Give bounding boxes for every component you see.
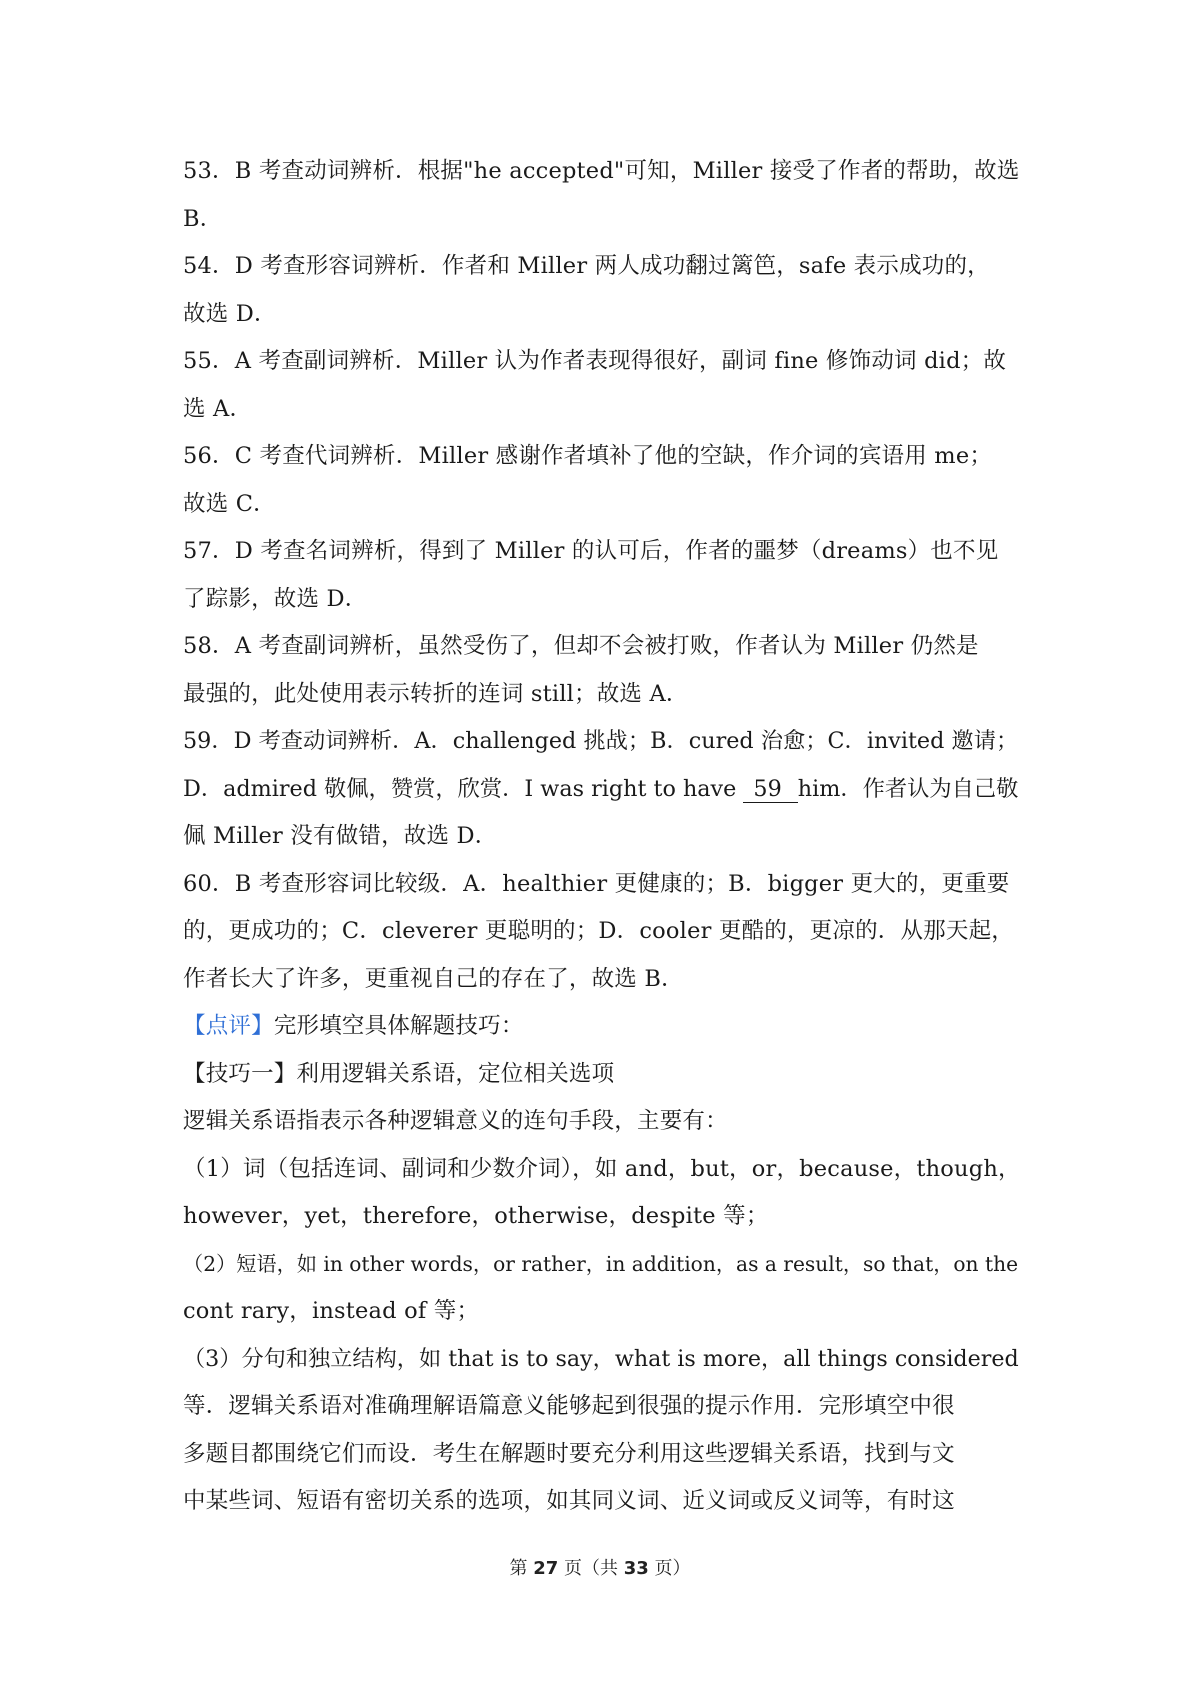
footer-suffix: 页） [648,1558,691,1579]
text-line: 作者长大了许多，更重视自己的存在了，故选 B． [183,965,684,992]
text-line: cont rary，instead of 等； [183,1298,480,1324]
comment-tag: 【点评】 [183,1013,274,1039]
page-footer [0,1554,1200,1580]
text-line: 53．B 考查动词辨析．根据"he accepted"可知，Miller 接受了作者的帮助，故选 [183,158,1020,184]
text-line: 57．D 考查名词辨析，得到了 Miller 的认可后，作者的噩梦（dreams）也不见 [183,538,999,564]
text-line: 故选 D． [183,300,277,327]
text-line: 59．D 考查动词辨析．A．challenged 挑战；B．cured 治愈；C．invited 邀请； [183,728,1019,754]
text-line: 【技巧一】利用逻辑关系语，定位相关选项 [183,1060,615,1087]
text-line: 60．B 考查形容词比较级．A．healthier 更健康的；B．bigger 更大的，更重要 [183,870,1010,897]
comment-text: 完形填空具体解题技巧： [273,1013,524,1039]
footer-middle: 页（共 [558,1558,624,1579]
text-line: 55．A 考查副词辨析．Miller 认为作者表现得很好，副词 fine 修饰动词 did；故 [183,348,1007,374]
text-line: 选 A． [183,395,253,422]
text-line: however，yet，therefore，otherwise，despite 等； [183,1203,769,1229]
text-line: 了踪影，故选 D． [183,585,368,612]
text-line: B． [183,205,223,232]
footer-prefix: 第 [509,1558,534,1579]
total-pages: 33 [623,1558,649,1579]
text-line: 最强的，此处使用表示转折的连词 still；故选 A． [183,680,689,707]
text-line-with-blank [183,766,1023,814]
text-line: 多题目都围绕它们而设．考生在解题时要充分利用这些逻辑关系语，找到与文 [183,1440,955,1467]
text-line: 54．D 考查形容词辨析．作者和 Miller 两人成功翻过篱笆，safe 表示成功的， [183,253,990,279]
text-line: 等．逻辑关系语对准确理解语篇意义能够起到很强的提示作用．完形填空中很 [183,1393,955,1419]
answer-blank: 59 [743,777,797,804]
text-line: （2）短语，如 in other words，or rather，in addition，as a result，so that，on the [183,1251,1019,1276]
text-line: 中某些词、短语有密切关系的选项，如其同义词、近义词或反义词等，有时这 [183,1488,955,1514]
line-segment: him．作者认为自己敬 [797,775,1019,802]
page-number: 27 [533,1558,559,1579]
text-line: 56．C 考查代词辨析．Miller 感谢作者填补了他的空缺，作介词的宾语用 me； [183,443,993,469]
answer-explanations [183,148,1023,1526]
text-line: 逻辑关系语指表示各种逻辑意义的连句手段，主要有： [183,1108,728,1134]
text-line: 58．A 考查副词辨析，虽然受伤了，但却不会被打败，作者认为 Miller 仍然是 [183,633,979,659]
text-line: （3）分句和独立结构，如 that is to say，what is more，all things considered [183,1345,1019,1372]
comment-heading [183,1003,1023,1051]
text-line: 佩 Miller 没有做错，故选 D． [183,823,498,849]
text-line: （1）词（包括连词、副词和少数介词），如 and，but，or，because，though， [183,1155,1021,1182]
text-line: 故选 C． [183,490,276,517]
text-line: 的，更成功的；C．cleverer 更聪明的；D．cooler 更酷的，更凉的．从那天起， [183,918,1014,944]
line-segment: D．admired 敬佩，赞赏，欣赏．I was right to have [183,775,744,802]
